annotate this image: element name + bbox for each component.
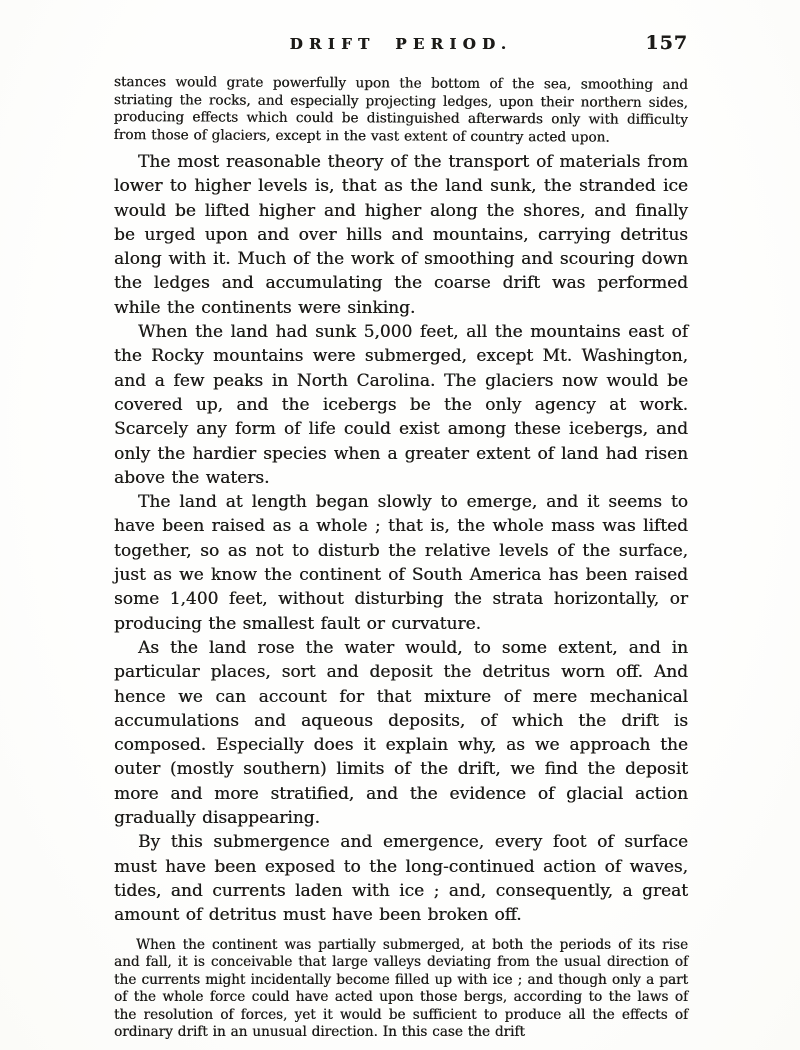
footnote-paragraph: When the continent was partially submerged, at both the periods of its rise and fall, it is conceivable that large valleys deviating from the usual direction of the currents might incidentally become filled up with ice ; and though only a part of the whole force could have acted upon those bergs, according to the laws of the resolution of forces, yet it would be sufficient to produce all the effects of ordinary drift in an unusual direction. In this case the drift (114, 936, 688, 1040)
continuation-paragraph: stances would grate powerfully upon the bottom of the sea, smoothing and striating the rocks, and especially projecting ledges, upon their northern sides, producing effects which could be distinguished afterwards only with difficulty from those of glaciers, except in the vast extent of country acted upon. (113, 74, 688, 146)
page-header (114, 34, 688, 58)
paragraph-submergence: By this submergence and emergence, every foot of surface must have been exposed to the long-continued action of waves, tides, and currents laden with ice ; and, consequently, a great amount of detritus must have been broken off. (114, 832, 688, 926)
running-title: DRIFT PERIOD. (289, 35, 513, 53)
paragraph-transport-theory: The most reasonable theory of the transport of materials from lower to higher levels is, that as the land sunk, the stranded ice would be lifted higher and higher along the shores, and finally be urged upon and over hills and mountains, carrying detritus along with it. Much of the work of smoothing and scouring down the ledges and accumulating the coarse drift was performed while the continents were sinking. (114, 152, 688, 318)
paragraph-land-sunk: When the land had sunk 5,000 feet, all the mountains east of the Rocky mountains were submerged, except Mt. Washington, and a few peaks in North Carolina. The glaciers now would be covered up, and the icebergs be the only agency at work. Scarcely any form of life could exist among these icebergs, and only the hardier species when a greater extent of land had risen above the waters. (114, 322, 688, 488)
page-number: 157 (645, 32, 688, 54)
paragraph-land-rose: As the land rose the water would, to some extent, and in particular places, sort and deposit the detritus worn off. And hence we can account for that mixture of mere mechanical accumulations and aqueous deposits, of which the drift is composed. Especially does it explain why, as we approach the outer (mostly southern) limits of the drift, we find the deposit more and more stratified, and the evidence of glacial action gradually disappearing. (114, 637, 688, 829)
paragraph-land-emerge: The land at length began slowly to emerge, and it seems to have been raised as a whole ; that is, the whole mass was lifted together, so as not to disturb the relative levels of the surface, just as we know the continent of South America has been raised some 1,400 feet, without disturbing the strata horizontally, or producing the smallest fault or curvature. (114, 492, 688, 634)
